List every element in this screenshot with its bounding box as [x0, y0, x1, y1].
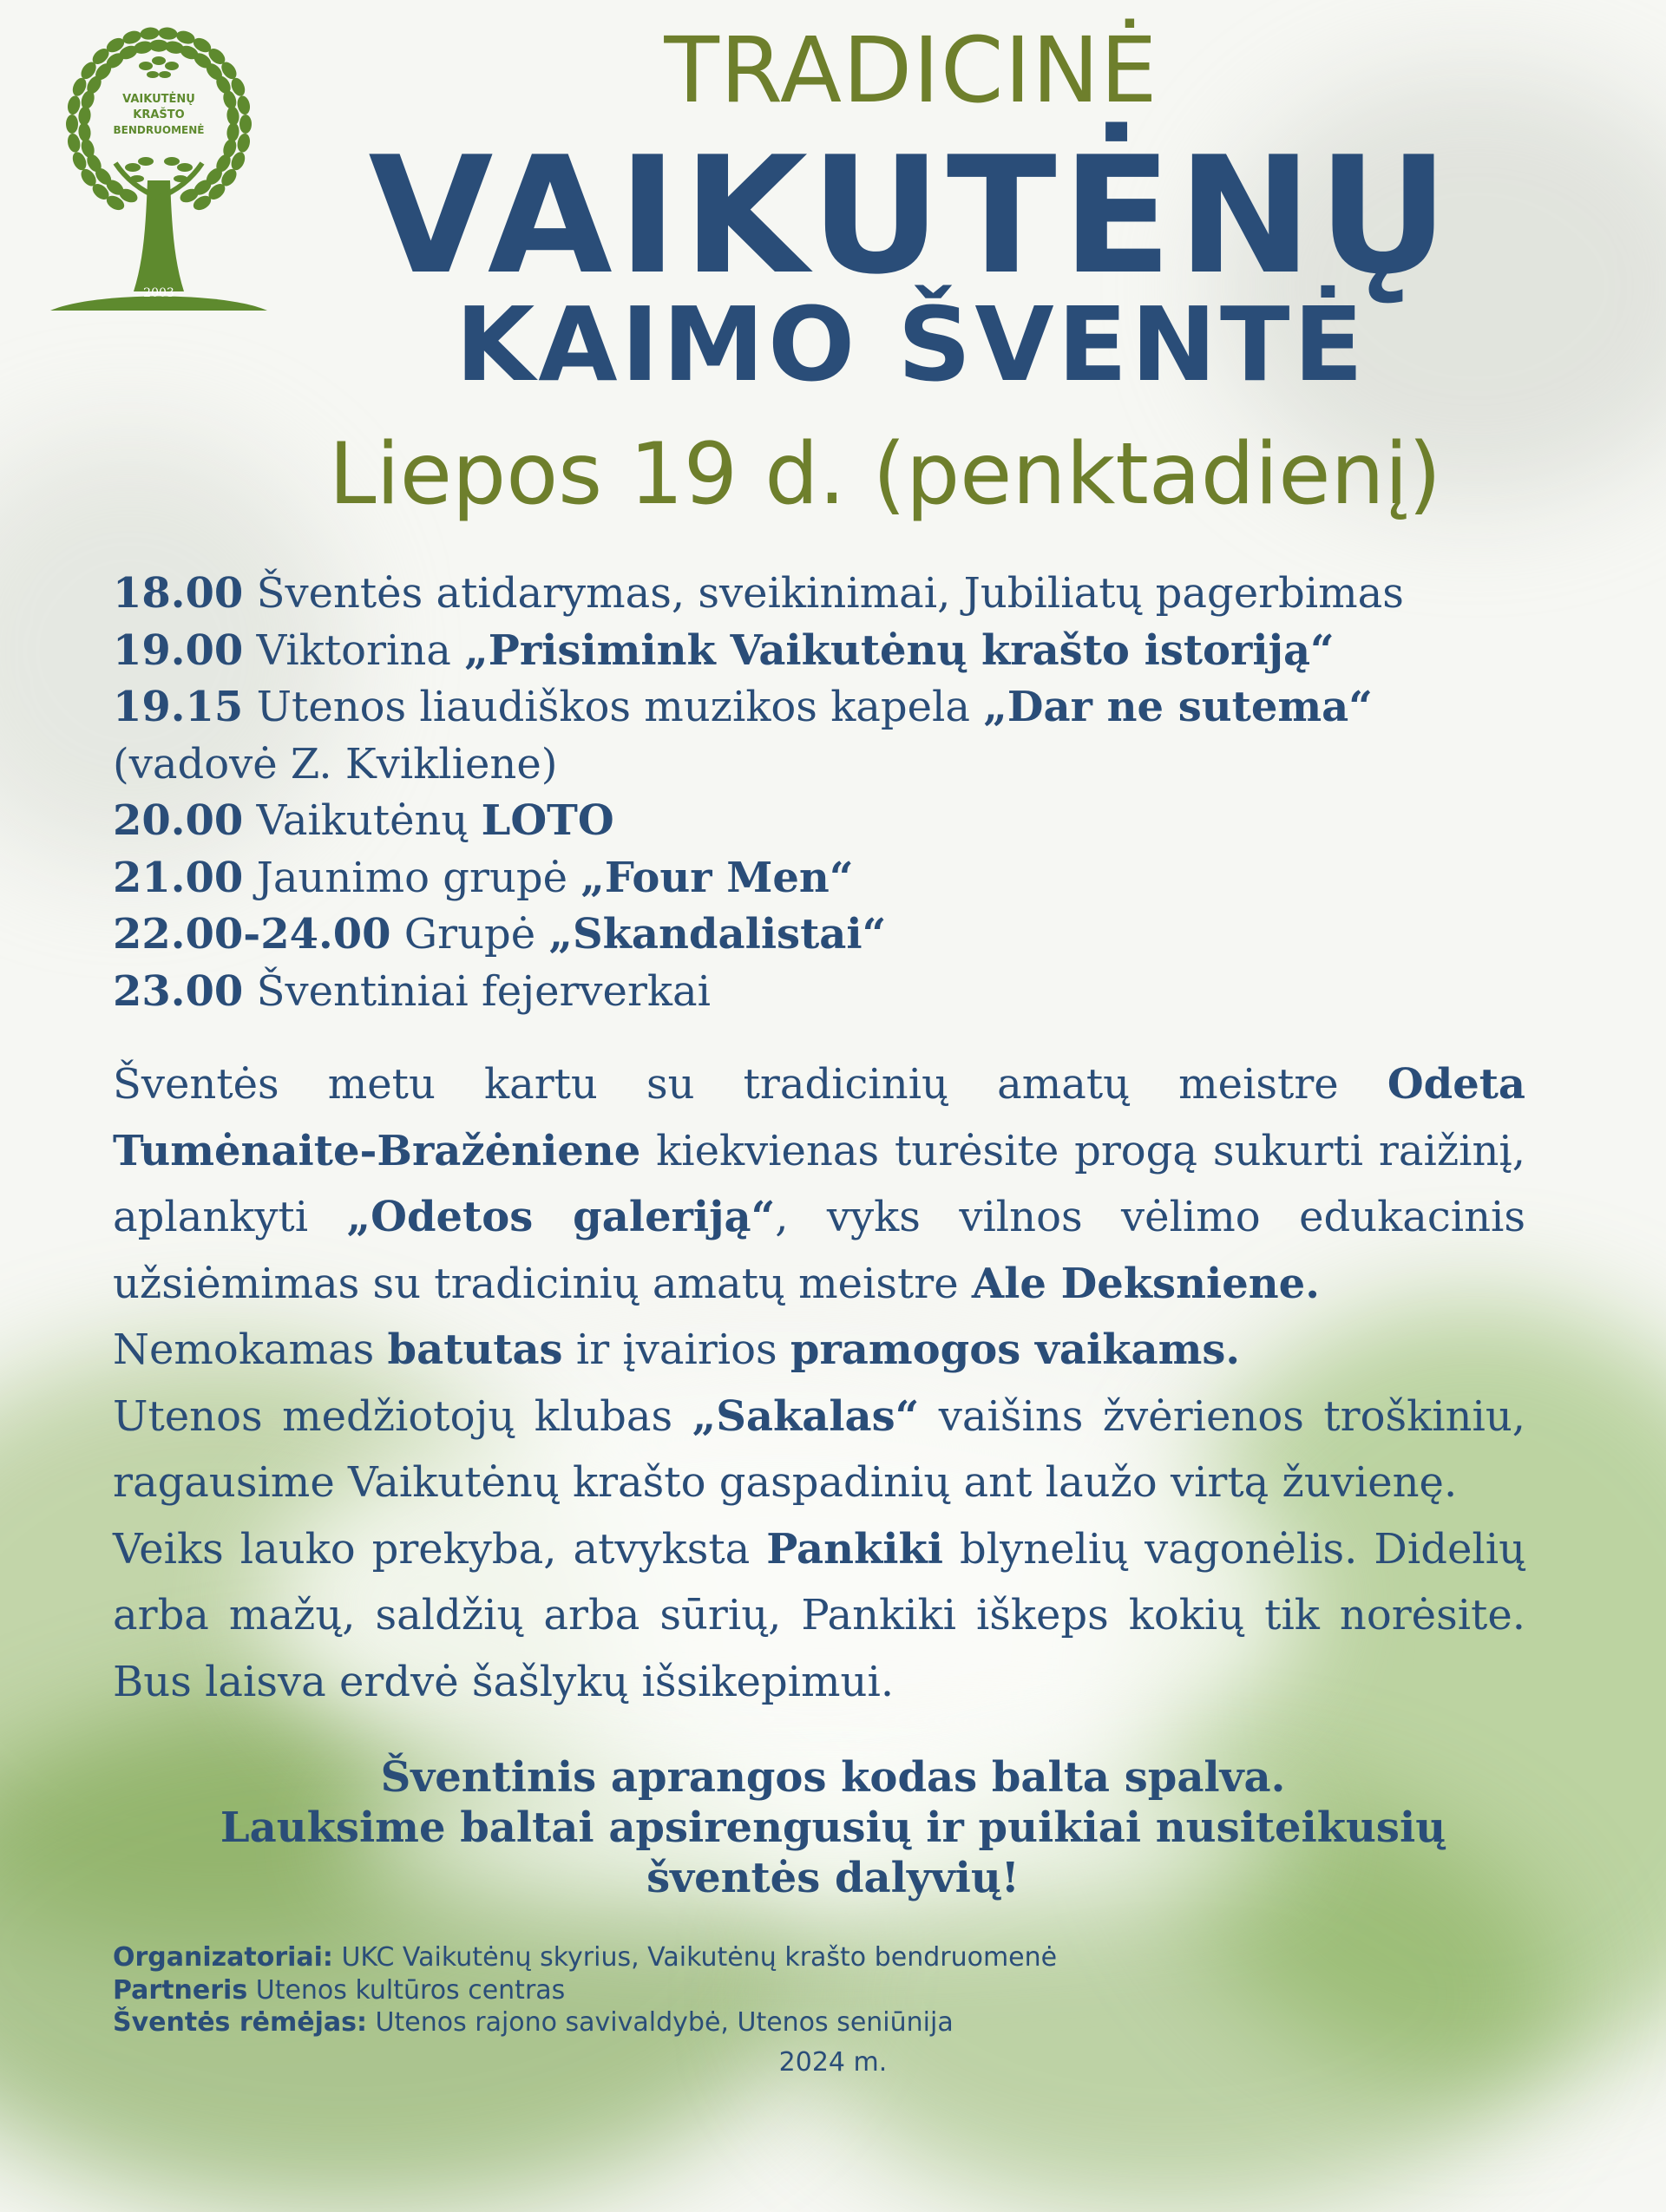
- schedule-item: [113, 964, 1588, 1021]
- dress-code: [0, 1752, 1666, 1903]
- sponsor-line: [113, 2006, 1057, 2039]
- event-description: [113, 1051, 1525, 1715]
- schedule-item: [113, 566, 1588, 623]
- schedule-item: [113, 906, 1588, 964]
- schedule-item: [113, 850, 1588, 907]
- description-text: Utenos medžiotojų klubas: [113, 1391, 692, 1441]
- sponsor-value: Utenos rajono savivaldybė, Utenos seniūnija: [366, 2007, 954, 2038]
- schedule-item: [113, 736, 1588, 794]
- schedule-time: 20.00: [113, 796, 244, 845]
- description-text: „Sakalas“: [692, 1391, 920, 1441]
- description-paragraph: [113, 1051, 1525, 1317]
- schedule-time: 18.00: [113, 569, 244, 618]
- page-title: VAIKUTĖNŲ: [368, 121, 1454, 310]
- dress-code-line: Lauksime baltai apsirengusių ir puikiai nusiteikusių: [220, 1803, 1446, 1852]
- schedule-text: Vaikutėnų: [243, 796, 482, 845]
- credits: [113, 1941, 1057, 2039]
- organizers-label: Organizatoriai:: [113, 1942, 333, 1973]
- description-text: Šventės metu kartu su tradicinių amatų meistre: [113, 1060, 1387, 1109]
- sponsor-label: Šventės rėmėjas:: [113, 2007, 367, 2038]
- schedule-list: [113, 566, 1588, 1020]
- schedule-text: „Dar ne sutema“: [983, 683, 1373, 731]
- schedule-item: [113, 623, 1588, 680]
- description-text: ir įvairios: [562, 1325, 790, 1374]
- partner-line: [113, 1974, 1057, 2007]
- schedule-text: Viktorina: [243, 625, 465, 675]
- dress-code-line: Šventinis aprangos kodas balta spalva.: [380, 1753, 1286, 1802]
- description-text: „Odetos galeriją“: [346, 1193, 776, 1241]
- description-text: Ale Deksniene.: [971, 1259, 1320, 1308]
- schedule-item: [113, 679, 1588, 736]
- description-paragraph: [113, 1317, 1525, 1384]
- description-paragraph: [113, 1516, 1525, 1716]
- schedule-time: 19.15: [113, 683, 244, 731]
- logo-text-line1: VAIKUTĖNŲ: [122, 93, 195, 106]
- logo-leaf: [66, 115, 78, 134]
- schedule-text: „Four Men“: [580, 853, 854, 902]
- description-text: batutas: [387, 1325, 563, 1374]
- logo-text-line2: KRAŠTO: [133, 108, 185, 121]
- logo-year: 2003: [143, 286, 174, 300]
- description-text: blynelių vagonėlis. Didelių arba mažų, saldžių arba sūrių, Pankiki iškeps kokių tik norėsite. Bus laisva erdvė šašlykų išsikepimui.: [113, 1524, 1526, 1706]
- description-text: Pankiki: [766, 1524, 944, 1574]
- schedule-text: Šventės atidarymas, sveikinimai, Jubiliatų pagerbimas: [243, 569, 1404, 618]
- description-paragraph: [113, 1384, 1525, 1516]
- schedule-time: 23.00: [113, 966, 244, 1016]
- schedule-text: LOTO: [481, 796, 614, 845]
- schedule-time: 21.00: [113, 853, 244, 902]
- schedule-text: „Prisimink Vaikutėnų krašto istoriją“: [464, 625, 1335, 675]
- schedule-item: [113, 793, 1588, 850]
- partner-value: Utenos kultūros centras: [247, 1974, 566, 2006]
- pretitle: TRADICINĖ: [664, 17, 1158, 123]
- description-text: kiekvienas turėsite progą sukurti raižinį, aplankyti: [113, 1126, 1525, 1241]
- logo-text-line3: BENDRUOMENĖ: [113, 124, 205, 136]
- page-subtitle: KAIMO ŠVENTĖ: [455, 285, 1368, 404]
- description-text: , vyks vilnos vėlimo edukacinis užsiėmimas su tradicinių amatų meistre: [113, 1193, 1526, 1308]
- schedule-text: Utenos liaudiškos muzikos kapela: [243, 683, 984, 731]
- schedule-text: Grupė: [390, 910, 549, 959]
- partner-label: Partneris: [113, 1974, 248, 2006]
- description-text: pramogos vaikams.: [790, 1325, 1241, 1374]
- footer-year: 2024 m.: [778, 2047, 888, 2078]
- organizers-line: [113, 1941, 1057, 1974]
- description-text: Odeta Tumėnaite-Bražėniene: [113, 1060, 1525, 1175]
- organizers-value: UKC Vaikutėnų skyrius, Vaikutėnų krašto bendruomenė: [332, 1942, 1058, 1973]
- schedule-text: Šventiniai fejerverkai: [243, 966, 711, 1016]
- schedule-time: 19.00: [113, 625, 244, 675]
- schedule-text: „Skandalistai“: [548, 910, 887, 959]
- schedule-time: 22.00-24.00: [113, 910, 391, 959]
- description-text: vaišins žvėrienos troškiniu, ragausime Vaikutėnų krašto gaspadinių ant laužo virtą žuvienę.: [113, 1391, 1525, 1507]
- description-text: Nemokamas: [113, 1325, 388, 1374]
- event-date: Liepos 19 d. (penktadienį): [328, 425, 1442, 524]
- schedule-text: (vadovė Z. Kvikliene): [113, 739, 558, 789]
- description-text: Veiks lauko prekyba, atvyksta: [113, 1524, 767, 1574]
- dress-code-line: šventės dalyvių!: [646, 1854, 1020, 1902]
- schedule-text: Jaunimo grupė: [243, 853, 581, 902]
